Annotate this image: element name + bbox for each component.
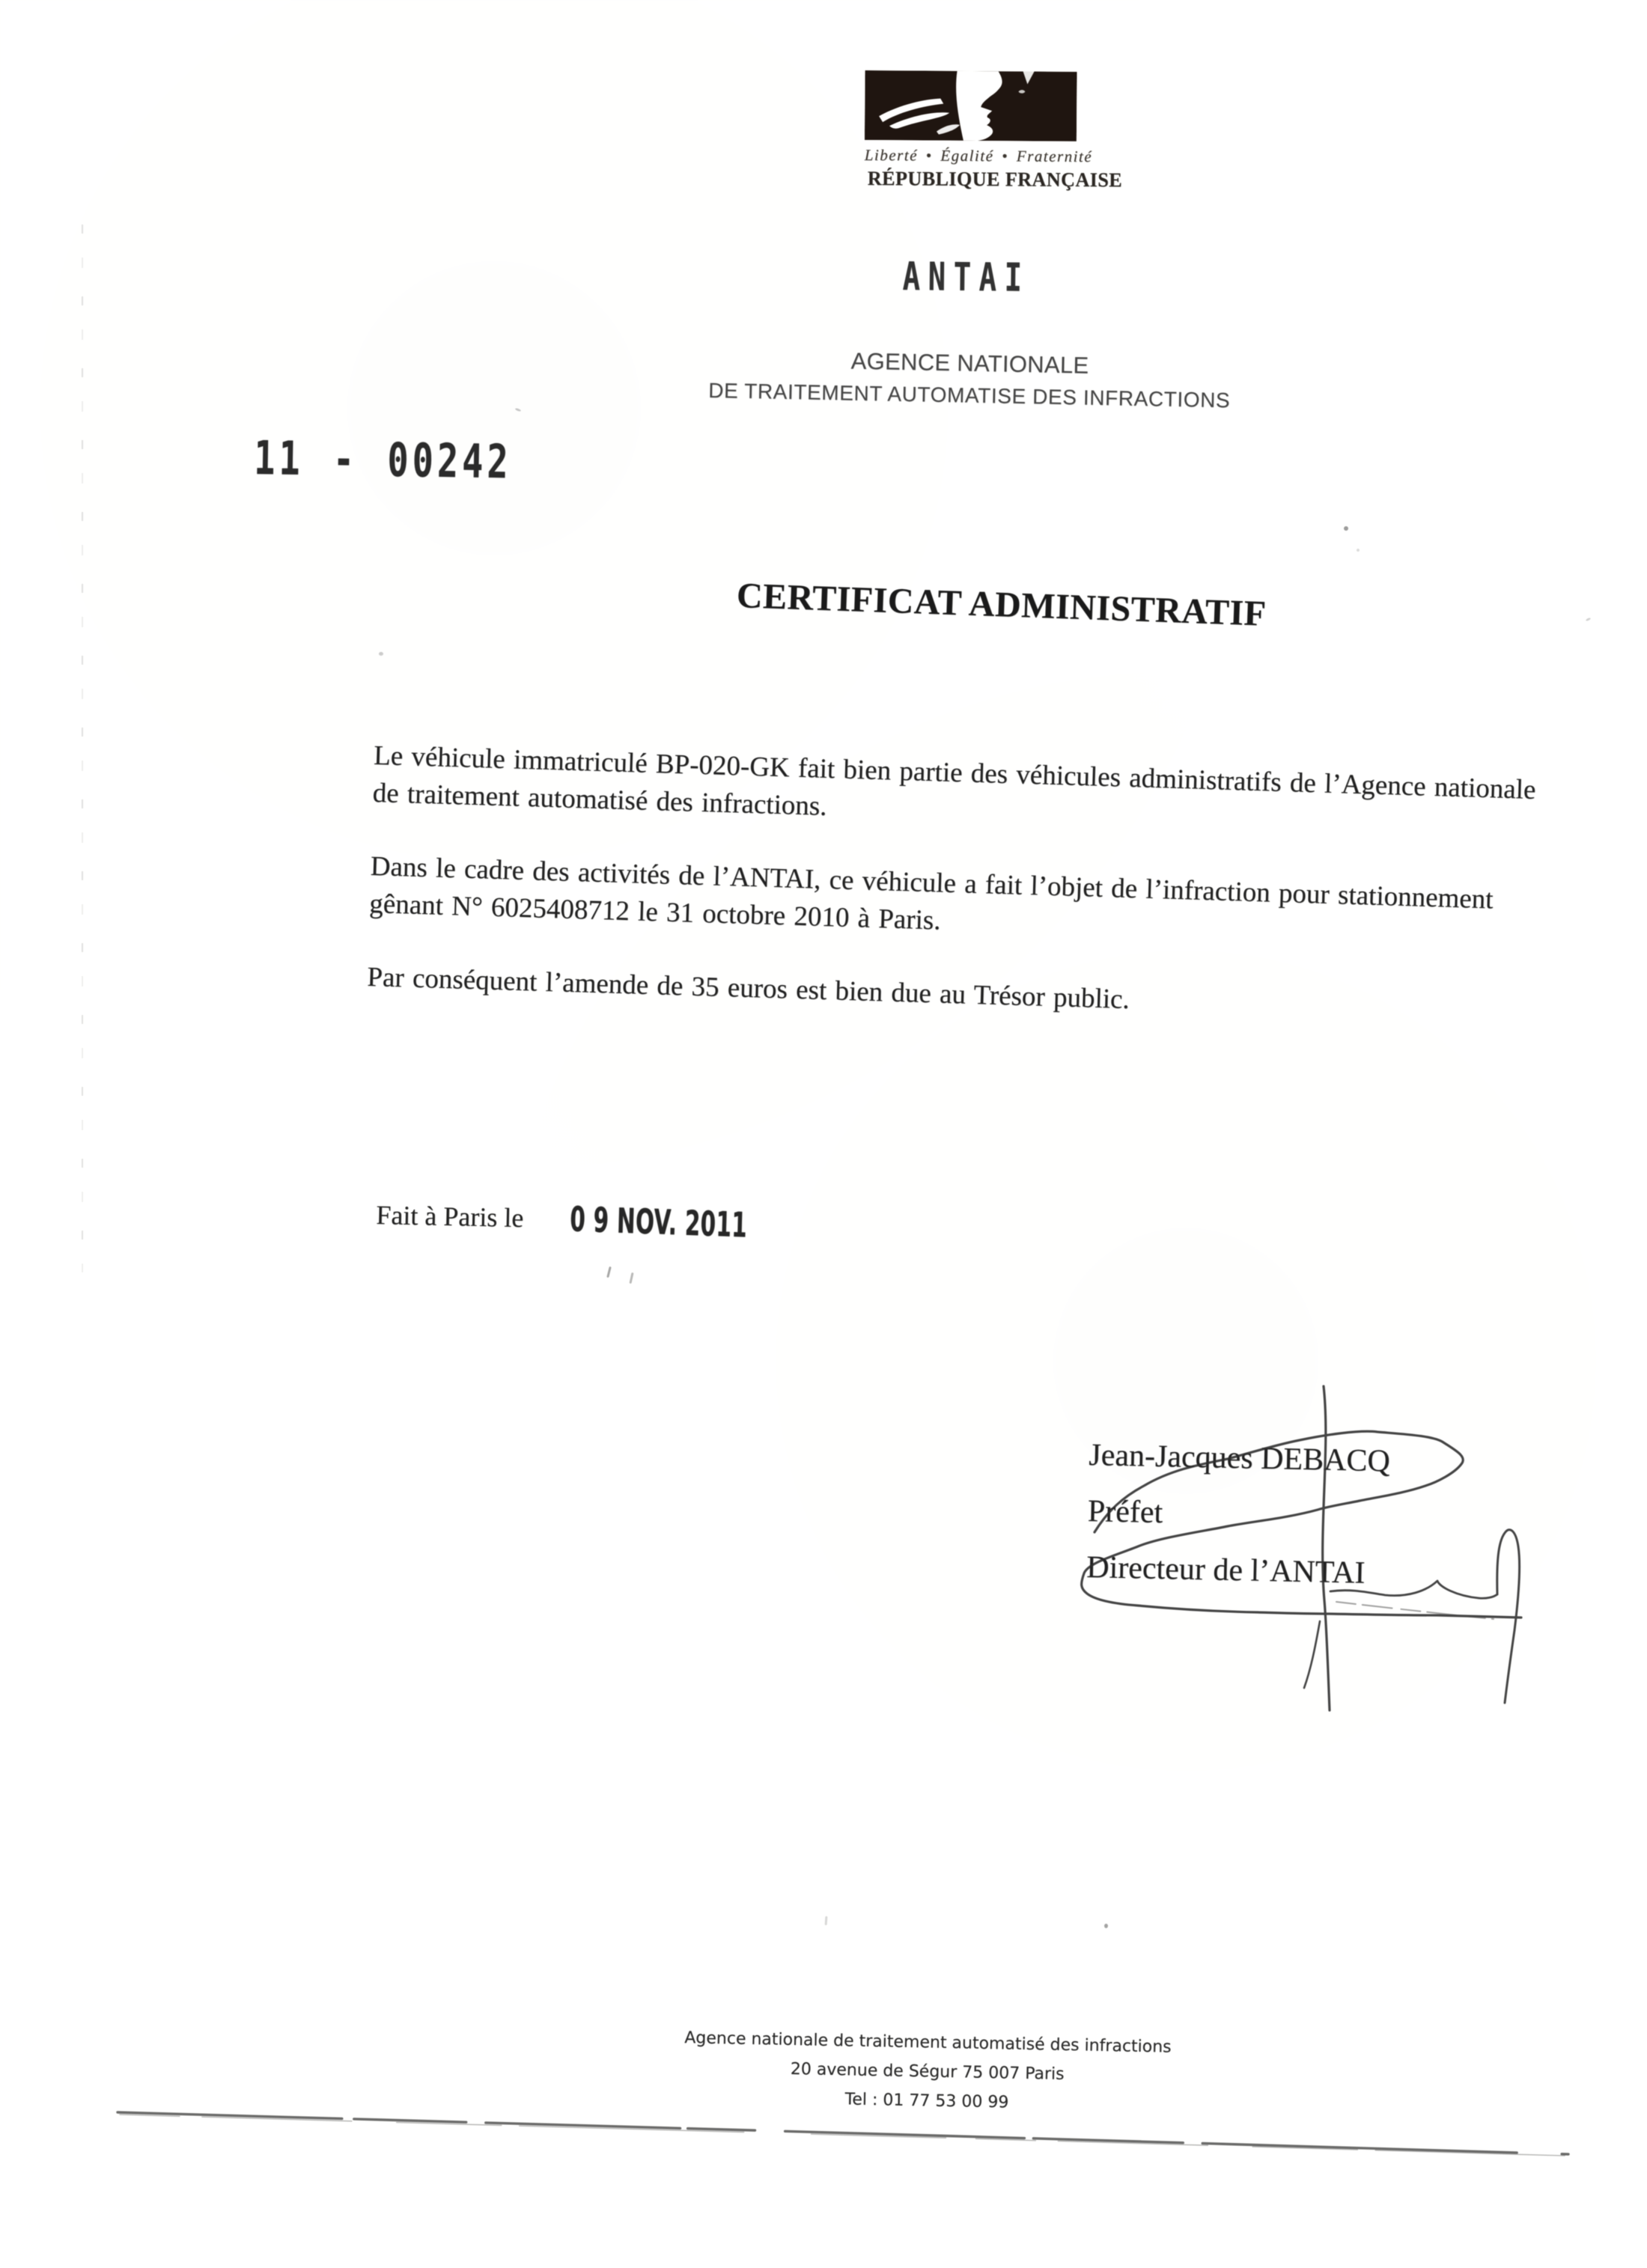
- body-text: [365, 737, 1564, 1067]
- scan-speck-5: [1586, 618, 1592, 622]
- agency-acronym: ANTAI: [902, 254, 1030, 301]
- agency-name-block: [670, 344, 1270, 413]
- date-label: Fait à Paris le: [376, 1199, 524, 1234]
- stray-mark-1: [606, 1266, 612, 1278]
- scan-speck-4: [379, 652, 383, 656]
- scan-speck-3: [515, 408, 522, 412]
- stray-mark-2: [629, 1272, 633, 1284]
- footer-phone: Tel : 01 77 53 00 99: [844, 2090, 1009, 2112]
- republic-name: RÉPUBLIQUE FRANÇAISE: [867, 166, 1123, 192]
- footer-org: Agence nationale de traitement automatisé des infractions: [684, 2028, 1172, 2057]
- motto-text: Liberté • Égalité • Fraternité: [864, 145, 1093, 166]
- scan-speck-1: [1344, 526, 1348, 531]
- document-title: CERTIFICAT ADMINISTRATIF: [736, 575, 1267, 634]
- agency-name-line1: AGENCE NATIONALE: [850, 347, 1089, 379]
- paragraph-1: Le véhicule immatriculé BP-020-GK fait bien partie des véhicules administratifs de l’Agence nationale de traitement automatisé des infractions.: [372, 740, 1537, 822]
- paragraph-2: Dans le cadre des activités de l’ANTAI, ce véhicule a fait l’objet de l’infraction pour stationnement gênant N° 6025408712 le 31 octobre 2010 à Paris.: [368, 850, 1494, 936]
- paragraph-3: Par conséquent l’amende de 35 euros est bien due au Trésor public.: [366, 961, 1130, 1016]
- signatory-role-2: Directeur de l’ANTAI: [1086, 1549, 1366, 1591]
- signatory-name: Jean-Jacques DEBACQ: [1088, 1437, 1391, 1479]
- republic-logo-block: [864, 70, 1123, 192]
- agency-name-line2: DE TRAITEMENT AUTOMATISE DES INFRACTIONS: [707, 378, 1231, 412]
- scan-speck-2: [1357, 549, 1360, 552]
- bottom-scan-line: [97, 2096, 1602, 2171]
- scan-speck-6: [825, 1916, 828, 1925]
- footer-address: 20 avenue de Ségur 75 007 Paris: [790, 2059, 1065, 2085]
- scan-speck-7: [1104, 1924, 1108, 1928]
- date-stamp: 0 9 NOV. 2011: [569, 1198, 748, 1246]
- signatory-role-1: Préfet: [1087, 1493, 1163, 1531]
- left-margin-scan-line: [82, 225, 83, 1272]
- marianne-logo-icon: [865, 70, 1077, 141]
- reference-number-stamp: 11 - 00242: [253, 430, 513, 490]
- handwritten-signature: [1067, 1376, 1591, 1765]
- date-line: [376, 1195, 847, 1245]
